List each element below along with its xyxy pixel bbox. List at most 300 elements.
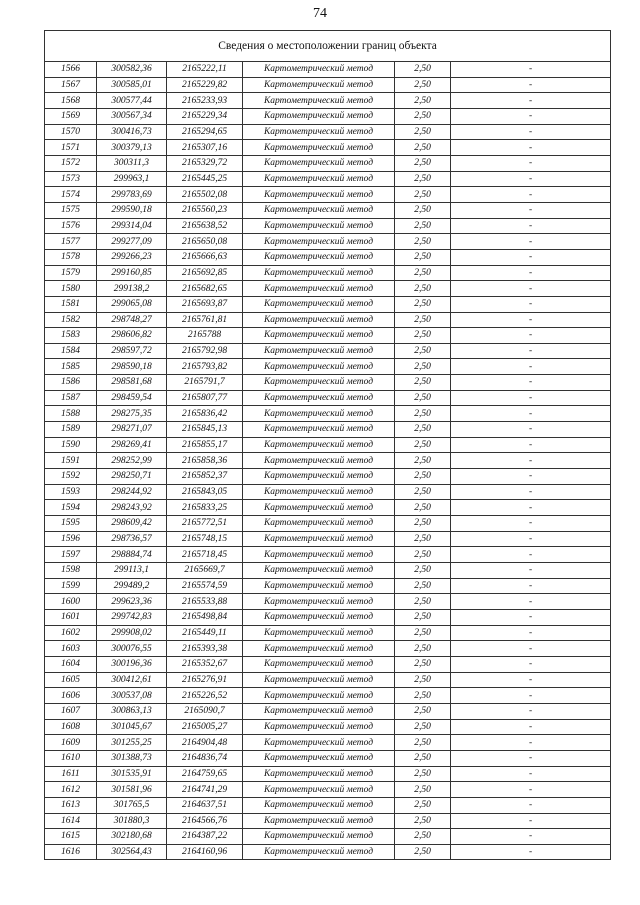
y-coordinate-cell: 2165226,52 (167, 688, 243, 704)
x-coordinate-cell: 298606,82 (97, 328, 167, 344)
method-cell: Картометрический метод (243, 594, 395, 610)
y-coordinate-cell: 2165833,25 (167, 500, 243, 516)
y-coordinate-cell: 2165393,38 (167, 641, 243, 657)
point-number-cell: 1613 (45, 797, 97, 813)
y-coordinate-cell: 2165498,84 (167, 609, 243, 625)
x-coordinate-cell: 300577,44 (97, 93, 167, 109)
accuracy-cell: 2,50 (395, 390, 451, 406)
table-row (45, 124, 611, 140)
table-row (45, 688, 611, 704)
table-row (45, 343, 611, 359)
y-coordinate-cell: 2165445,25 (167, 171, 243, 187)
description-cell: - (451, 844, 611, 860)
method-cell: Картометрический метод (243, 641, 395, 657)
point-number-cell: 1579 (45, 265, 97, 281)
y-coordinate-cell: 2165233,93 (167, 93, 243, 109)
table-row (45, 77, 611, 93)
point-number-cell: 1598 (45, 563, 97, 579)
y-coordinate-cell: 2165502,08 (167, 187, 243, 203)
y-coordinate-cell: 2165222,11 (167, 62, 243, 78)
point-number-cell: 1580 (45, 281, 97, 297)
method-cell: Картометрический метод (243, 375, 395, 391)
description-cell: - (451, 171, 611, 187)
x-coordinate-cell: 298609,42 (97, 516, 167, 532)
method-cell: Картометрический метод (243, 406, 395, 422)
accuracy-cell: 2,50 (395, 171, 451, 187)
description-cell: - (451, 547, 611, 563)
y-coordinate-cell: 2165005,27 (167, 719, 243, 735)
accuracy-cell: 2,50 (395, 688, 451, 704)
table-row (45, 750, 611, 766)
y-coordinate-cell: 2165666,63 (167, 249, 243, 265)
x-coordinate-cell: 298244,92 (97, 484, 167, 500)
x-coordinate-cell: 299963,1 (97, 171, 167, 187)
table-row (45, 406, 611, 422)
table-row (45, 328, 611, 344)
description-cell: - (451, 359, 611, 375)
method-cell: Картометрический метод (243, 829, 395, 845)
method-cell: Картометрический метод (243, 782, 395, 798)
accuracy-cell: 2,50 (395, 312, 451, 328)
y-coordinate-cell: 2165307,16 (167, 140, 243, 156)
y-coordinate-cell: 2165793,82 (167, 359, 243, 375)
table-title-row (45, 31, 611, 62)
point-number-cell: 1593 (45, 484, 97, 500)
point-number-cell: 1609 (45, 735, 97, 751)
table-row (45, 437, 611, 453)
point-number-cell: 1582 (45, 312, 97, 328)
table-row (45, 766, 611, 782)
accuracy-cell: 2,50 (395, 108, 451, 124)
y-coordinate-cell: 2165788 (167, 328, 243, 344)
description-cell: - (451, 406, 611, 422)
method-cell: Картометрический метод (243, 516, 395, 532)
x-coordinate-cell: 299489,2 (97, 578, 167, 594)
method-cell: Картометрический метод (243, 187, 395, 203)
y-coordinate-cell: 2165843,05 (167, 484, 243, 500)
description-cell: - (451, 281, 611, 297)
method-cell: Картометрический метод (243, 140, 395, 156)
table-row (45, 782, 611, 798)
description-cell: - (451, 124, 611, 140)
x-coordinate-cell: 300567,34 (97, 108, 167, 124)
table-row (45, 171, 611, 187)
point-number-cell: 1587 (45, 390, 97, 406)
point-number-cell: 1610 (45, 750, 97, 766)
point-number-cell: 1585 (45, 359, 97, 375)
accuracy-cell: 2,50 (395, 735, 451, 751)
point-number-cell: 1574 (45, 187, 97, 203)
table-row (45, 422, 611, 438)
accuracy-cell: 2,50 (395, 547, 451, 563)
table-row (45, 672, 611, 688)
description-cell: - (451, 422, 611, 438)
accuracy-cell: 2,50 (395, 563, 451, 579)
x-coordinate-cell: 299908,02 (97, 625, 167, 641)
x-coordinate-cell: 300196,36 (97, 656, 167, 672)
point-number-cell: 1573 (45, 171, 97, 187)
method-cell: Картометрический метод (243, 563, 395, 579)
x-coordinate-cell: 301535,91 (97, 766, 167, 782)
point-number-cell: 1614 (45, 813, 97, 829)
description-cell: - (451, 155, 611, 171)
table-row (45, 703, 611, 719)
table-row (45, 719, 611, 735)
method-cell: Картометрический метод (243, 531, 395, 547)
description-cell: - (451, 140, 611, 156)
accuracy-cell: 2,50 (395, 797, 451, 813)
accuracy-cell: 2,50 (395, 124, 451, 140)
method-cell: Картометрический метод (243, 672, 395, 688)
table-row (45, 312, 611, 328)
description-cell: - (451, 62, 611, 78)
y-coordinate-cell: 2165574,59 (167, 578, 243, 594)
description-cell: - (451, 93, 611, 109)
y-coordinate-cell: 2164566,76 (167, 813, 243, 829)
y-coordinate-cell: 2164160,96 (167, 844, 243, 860)
description-cell: - (451, 234, 611, 250)
x-coordinate-cell: 298275,35 (97, 406, 167, 422)
description-cell: - (451, 469, 611, 485)
y-coordinate-cell: 2165718,45 (167, 547, 243, 563)
method-cell: Картометрический метод (243, 171, 395, 187)
x-coordinate-cell: 298252,99 (97, 453, 167, 469)
description-cell: - (451, 750, 611, 766)
description-cell: - (451, 609, 611, 625)
point-number-cell: 1599 (45, 578, 97, 594)
x-coordinate-cell: 299065,08 (97, 296, 167, 312)
x-coordinate-cell: 300076,55 (97, 641, 167, 657)
accuracy-cell: 2,50 (395, 782, 451, 798)
x-coordinate-cell: 299623,36 (97, 594, 167, 610)
table-title: Сведения о местоположении границ объекта (45, 31, 611, 62)
accuracy-cell: 2,50 (395, 531, 451, 547)
y-coordinate-cell: 2165852,37 (167, 469, 243, 485)
accuracy-cell: 2,50 (395, 719, 451, 735)
y-coordinate-cell: 2165791,7 (167, 375, 243, 391)
table-row (45, 108, 611, 124)
accuracy-cell: 2,50 (395, 202, 451, 218)
method-cell: Картометрический метод (243, 296, 395, 312)
method-cell: Картометрический метод (243, 249, 395, 265)
page-number: 74 (313, 6, 327, 21)
table-row (45, 656, 611, 672)
x-coordinate-cell: 300416,73 (97, 124, 167, 140)
method-cell: Картометрический метод (243, 124, 395, 140)
description-cell: - (451, 641, 611, 657)
y-coordinate-cell: 2164904,48 (167, 735, 243, 751)
y-coordinate-cell: 2165329,72 (167, 155, 243, 171)
table-row (45, 531, 611, 547)
point-number-cell: 1612 (45, 782, 97, 798)
point-number-cell: 1572 (45, 155, 97, 171)
table-row (45, 140, 611, 156)
method-cell: Картометрический метод (243, 688, 395, 704)
table-row (45, 249, 611, 265)
y-coordinate-cell: 2165294,65 (167, 124, 243, 140)
accuracy-cell: 2,50 (395, 62, 451, 78)
point-number-cell: 1595 (45, 516, 97, 532)
accuracy-cell: 2,50 (395, 375, 451, 391)
y-coordinate-cell: 2164741,29 (167, 782, 243, 798)
boundary-table (44, 30, 611, 860)
method-cell: Картометрический метод (243, 155, 395, 171)
method-cell: Картометрический метод (243, 218, 395, 234)
point-number-cell: 1601 (45, 609, 97, 625)
point-number-cell: 1583 (45, 328, 97, 344)
table-row (45, 484, 611, 500)
method-cell: Картометрический метод (243, 328, 395, 344)
table-row (45, 202, 611, 218)
y-coordinate-cell: 2165761,81 (167, 312, 243, 328)
accuracy-cell: 2,50 (395, 829, 451, 845)
method-cell: Картометрический метод (243, 390, 395, 406)
description-cell: - (451, 218, 611, 234)
y-coordinate-cell: 2165560,23 (167, 202, 243, 218)
accuracy-cell: 2,50 (395, 140, 451, 156)
description-cell: - (451, 484, 611, 500)
description-cell: - (451, 296, 611, 312)
x-coordinate-cell: 299266,23 (97, 249, 167, 265)
accuracy-cell: 2,50 (395, 625, 451, 641)
description-cell: - (451, 390, 611, 406)
x-coordinate-cell: 299742,83 (97, 609, 167, 625)
x-coordinate-cell: 298590,18 (97, 359, 167, 375)
table-row (45, 547, 611, 563)
x-coordinate-cell: 299138,2 (97, 281, 167, 297)
description-cell: - (451, 797, 611, 813)
y-coordinate-cell: 2165836,42 (167, 406, 243, 422)
description-cell: - (451, 703, 611, 719)
description-cell: - (451, 813, 611, 829)
y-coordinate-cell: 2164387,22 (167, 829, 243, 845)
point-number-cell: 1607 (45, 703, 97, 719)
x-coordinate-cell: 301581,96 (97, 782, 167, 798)
accuracy-cell: 2,50 (395, 359, 451, 375)
table-row (45, 234, 611, 250)
table-row (45, 390, 611, 406)
accuracy-cell: 2,50 (395, 609, 451, 625)
x-coordinate-cell: 301880,3 (97, 813, 167, 829)
table-row (45, 62, 611, 78)
method-cell: Картометрический метод (243, 813, 395, 829)
accuracy-cell: 2,50 (395, 406, 451, 422)
method-cell: Картометрический метод (243, 453, 395, 469)
x-coordinate-cell: 300412,61 (97, 672, 167, 688)
accuracy-cell: 2,50 (395, 453, 451, 469)
method-cell: Картометрический метод (243, 766, 395, 782)
description-cell: - (451, 735, 611, 751)
accuracy-cell: 2,50 (395, 594, 451, 610)
x-coordinate-cell: 298748,27 (97, 312, 167, 328)
y-coordinate-cell: 2165650,08 (167, 234, 243, 250)
accuracy-cell: 2,50 (395, 844, 451, 860)
table-row (45, 187, 611, 203)
accuracy-cell: 2,50 (395, 500, 451, 516)
y-coordinate-cell: 2165845,13 (167, 422, 243, 438)
accuracy-cell: 2,50 (395, 641, 451, 657)
accuracy-cell: 2,50 (395, 328, 451, 344)
description-cell: - (451, 766, 611, 782)
accuracy-cell: 2,50 (395, 750, 451, 766)
description-cell: - (451, 719, 611, 735)
point-number-cell: 1606 (45, 688, 97, 704)
x-coordinate-cell: 298271,07 (97, 422, 167, 438)
y-coordinate-cell: 2165669,7 (167, 563, 243, 579)
x-coordinate-cell: 298884,74 (97, 547, 167, 563)
x-coordinate-cell: 300863,13 (97, 703, 167, 719)
accuracy-cell: 2,50 (395, 155, 451, 171)
point-number-cell: 1602 (45, 625, 97, 641)
table-row (45, 359, 611, 375)
method-cell: Картометрический метод (243, 359, 395, 375)
table-row (45, 516, 611, 532)
accuracy-cell: 2,50 (395, 656, 451, 672)
point-number-cell: 1586 (45, 375, 97, 391)
table-row (45, 265, 611, 281)
point-number-cell: 1594 (45, 500, 97, 516)
point-number-cell: 1611 (45, 766, 97, 782)
table-row (45, 281, 611, 297)
method-cell: Картометрический метод (243, 437, 395, 453)
description-cell: - (451, 108, 611, 124)
x-coordinate-cell: 300537,08 (97, 688, 167, 704)
y-coordinate-cell: 2165807,77 (167, 390, 243, 406)
y-coordinate-cell: 2165693,87 (167, 296, 243, 312)
point-number-cell: 1616 (45, 844, 97, 860)
method-cell: Картометрический метод (243, 469, 395, 485)
point-number-cell: 1597 (45, 547, 97, 563)
point-number-cell: 1605 (45, 672, 97, 688)
method-cell: Картометрический метод (243, 77, 395, 93)
y-coordinate-cell: 2165638,52 (167, 218, 243, 234)
y-coordinate-cell: 2165533,88 (167, 594, 243, 610)
point-number-cell: 1589 (45, 422, 97, 438)
method-cell: Картометрический метод (243, 656, 395, 672)
accuracy-cell: 2,50 (395, 77, 451, 93)
description-cell: - (451, 265, 611, 281)
accuracy-cell: 2,50 (395, 281, 451, 297)
method-cell: Картометрический метод (243, 62, 395, 78)
point-number-cell: 1568 (45, 93, 97, 109)
y-coordinate-cell: 2165229,82 (167, 77, 243, 93)
x-coordinate-cell: 298736,57 (97, 531, 167, 547)
point-number-cell: 1569 (45, 108, 97, 124)
table-row (45, 563, 611, 579)
method-cell: Картометрический метод (243, 312, 395, 328)
method-cell: Картометрический метод (243, 108, 395, 124)
description-cell: - (451, 500, 611, 516)
point-number-cell: 1615 (45, 829, 97, 845)
description-cell: - (451, 249, 611, 265)
y-coordinate-cell: 2165090,7 (167, 703, 243, 719)
table-row (45, 797, 611, 813)
table-row (45, 594, 611, 610)
method-cell: Картометрический метод (243, 343, 395, 359)
description-cell: - (451, 531, 611, 547)
accuracy-cell: 2,50 (395, 766, 451, 782)
point-number-cell: 1590 (45, 437, 97, 453)
description-cell: - (451, 578, 611, 594)
point-number-cell: 1576 (45, 218, 97, 234)
x-coordinate-cell: 301045,67 (97, 719, 167, 735)
y-coordinate-cell: 2165229,34 (167, 108, 243, 124)
table-row (45, 155, 611, 171)
table-row (45, 453, 611, 469)
accuracy-cell: 2,50 (395, 218, 451, 234)
method-cell: Картометрический метод (243, 484, 395, 500)
accuracy-cell: 2,50 (395, 422, 451, 438)
table-row (45, 375, 611, 391)
description-cell: - (451, 782, 611, 798)
point-number-cell: 1581 (45, 296, 97, 312)
table-row (45, 469, 611, 485)
method-cell: Картометрический метод (243, 735, 395, 751)
method-cell: Картометрический метод (243, 93, 395, 109)
table-row (45, 844, 611, 860)
description-cell: - (451, 594, 611, 610)
point-number-cell: 1575 (45, 202, 97, 218)
point-number-cell: 1604 (45, 656, 97, 672)
y-coordinate-cell: 2165772,51 (167, 516, 243, 532)
y-coordinate-cell: 2164836,74 (167, 750, 243, 766)
x-coordinate-cell: 298597,72 (97, 343, 167, 359)
table-row (45, 93, 611, 109)
y-coordinate-cell: 2165858,36 (167, 453, 243, 469)
x-coordinate-cell: 298243,92 (97, 500, 167, 516)
method-cell: Картометрический метод (243, 281, 395, 297)
point-number-cell: 1600 (45, 594, 97, 610)
x-coordinate-cell: 299113,1 (97, 563, 167, 579)
method-cell: Картометрический метод (243, 547, 395, 563)
x-coordinate-cell: 302564,43 (97, 844, 167, 860)
x-coordinate-cell: 300311,3 (97, 155, 167, 171)
method-cell: Картометрический метод (243, 719, 395, 735)
point-number-cell: 1577 (45, 234, 97, 250)
method-cell: Картометрический метод (243, 265, 395, 281)
x-coordinate-cell: 298581,68 (97, 375, 167, 391)
accuracy-cell: 2,50 (395, 437, 451, 453)
accuracy-cell: 2,50 (395, 703, 451, 719)
point-number-cell: 1567 (45, 77, 97, 93)
description-cell: - (451, 829, 611, 845)
point-number-cell: 1588 (45, 406, 97, 422)
point-number-cell: 1578 (45, 249, 97, 265)
x-coordinate-cell: 301765,5 (97, 797, 167, 813)
x-coordinate-cell: 300379,13 (97, 140, 167, 156)
y-coordinate-cell: 2165792,98 (167, 343, 243, 359)
x-coordinate-cell: 298459,54 (97, 390, 167, 406)
method-cell: Картометрический метод (243, 750, 395, 766)
description-cell: - (451, 312, 611, 328)
x-coordinate-cell: 298269,41 (97, 437, 167, 453)
table-row (45, 641, 611, 657)
x-coordinate-cell: 301388,73 (97, 750, 167, 766)
method-cell: Картометрический метод (243, 422, 395, 438)
description-cell: - (451, 77, 611, 93)
table-row (45, 735, 611, 751)
description-cell: - (451, 563, 611, 579)
accuracy-cell: 2,50 (395, 93, 451, 109)
y-coordinate-cell: 2165276,91 (167, 672, 243, 688)
accuracy-cell: 2,50 (395, 265, 451, 281)
table-row (45, 296, 611, 312)
x-coordinate-cell: 299314,04 (97, 218, 167, 234)
method-cell: Картометрический метод (243, 703, 395, 719)
method-cell: Картометрический метод (243, 500, 395, 516)
method-cell: Картометрический метод (243, 202, 395, 218)
point-number-cell: 1596 (45, 531, 97, 547)
